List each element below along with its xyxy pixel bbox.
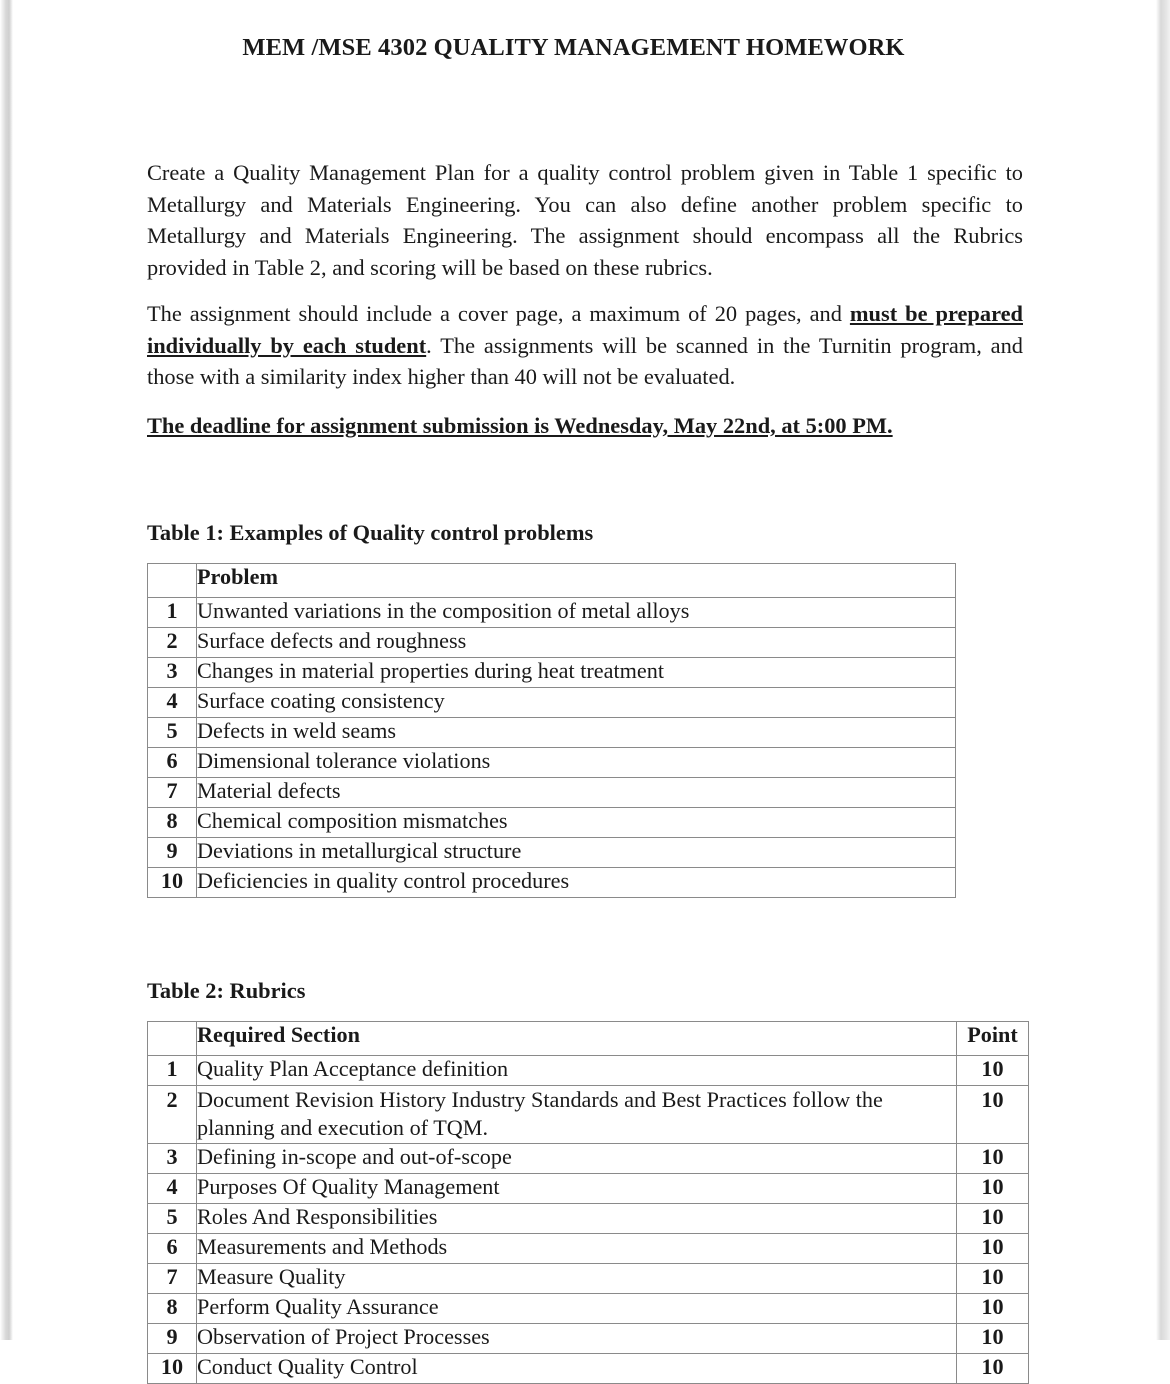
row-number: 2 [148, 1086, 197, 1144]
row-problem: Deficiencies in quality control procedures [197, 868, 956, 898]
row-section: Conduct Quality Control [197, 1354, 957, 1384]
row-number: 9 [148, 838, 197, 868]
paragraph-submission [147, 298, 1023, 393]
row-problem: Chemical composition mismatches [197, 808, 956, 838]
row-point: 10 [957, 1144, 1029, 1174]
row-number: 8 [148, 808, 197, 838]
table-row [148, 718, 956, 748]
row-number: 8 [148, 1294, 197, 1324]
table-row [148, 868, 956, 898]
table-row [148, 688, 956, 718]
row-section: Quality Plan Acceptance definition [197, 1056, 957, 1086]
table-two-header-section: Required Section [197, 1022, 957, 1056]
row-point: 10 [957, 1086, 1029, 1144]
table-row [148, 1056, 1029, 1086]
table-row [148, 1174, 1029, 1204]
row-number: 3 [148, 1144, 197, 1174]
submission-text-part1: The assignment should include a cover page, a maximum of 20 pages, and [147, 301, 850, 327]
row-problem: Surface coating consistency [197, 688, 956, 718]
row-section: Document Revision History Industry Standards and Best Practices follow the planning and execution of TQM. [197, 1086, 957, 1144]
table-rubrics [147, 1021, 1029, 1384]
row-problem: Changes in material properties during heat treatment [197, 658, 956, 688]
table-row [148, 838, 956, 868]
table-one-header-problem: Problem [197, 564, 956, 598]
table-two-caption: Table 2: Rubrics [147, 978, 306, 1004]
row-number: 4 [148, 1174, 197, 1204]
row-number: 5 [148, 1204, 197, 1234]
row-number: 4 [148, 688, 197, 718]
table-row [148, 1234, 1029, 1264]
row-number: 10 [148, 1354, 197, 1384]
row-number: 7 [148, 778, 197, 808]
row-section: Purposes Of Quality Management [197, 1174, 957, 1204]
table-two-header-point: Point [957, 1022, 1029, 1056]
row-section: Observation of Project Processes [197, 1324, 957, 1354]
row-number: 3 [148, 658, 197, 688]
submission-emphasis: must be prepared individually by each student [147, 301, 1023, 358]
row-problem: Surface defects and roughness [197, 628, 956, 658]
row-section: Roles And Responsibilities [197, 1204, 957, 1234]
row-number: 7 [148, 1264, 197, 1294]
table-row [148, 1324, 1029, 1354]
row-point: 10 [957, 1324, 1029, 1354]
row-point: 10 [957, 1174, 1029, 1204]
table-row [148, 748, 956, 778]
row-number: 2 [148, 628, 197, 658]
row-problem: Defects in weld seams [197, 718, 956, 748]
table-two-header-number [148, 1022, 197, 1056]
row-section: Measure Quality [197, 1264, 957, 1294]
table-row-header [148, 564, 956, 598]
page-shadow-left [0, 0, 13, 1340]
row-problem: Material defects [197, 778, 956, 808]
row-number: 10 [148, 868, 197, 898]
table-row [148, 808, 956, 838]
row-number: 5 [148, 718, 197, 748]
table-row [148, 628, 956, 658]
row-number: 9 [148, 1324, 197, 1354]
row-point: 10 [957, 1056, 1029, 1086]
paragraph-intro: Create a Quality Management Plan for a quality control problem given in Table 1 specific to Metallurgy and Materials Engineering. You can also define another problem specific to Metallurgy and Materials Engineering. The assignment should encompass all the Rubrics provided in Table 2, and scoring will be based on these rubrics. [147, 160, 1023, 280]
row-section: Measurements and Methods [197, 1234, 957, 1264]
table-row [148, 598, 956, 628]
row-point: 10 [957, 1294, 1029, 1324]
table-row [148, 658, 956, 688]
submission-text-part2: . The assignments will be scanned in the Turnitin program, and those with a similarity index higher than 40 will not be evaluated. [147, 332, 1024, 390]
page-title: MEM /MSE 4302 QUALITY MANAGEMENT HOMEWORK [242, 34, 905, 61]
table-quality-control-problems [147, 563, 956, 898]
deadline-notice: The deadline for assignment submission is Wednesday, May 22nd, at 5:00 PM. [147, 412, 893, 438]
table-one-header-number [148, 564, 197, 598]
table-row [148, 1264, 1029, 1294]
row-point: 10 [957, 1354, 1029, 1384]
row-section: Defining in-scope and out-of-scope [197, 1144, 957, 1174]
document-page [13, 0, 1156, 1380]
table-row [148, 1086, 1029, 1144]
table-row-header [148, 1022, 1029, 1056]
row-problem: Deviations in metallurgical structure [197, 838, 956, 868]
row-number: 6 [148, 1234, 197, 1264]
row-number: 1 [148, 598, 197, 628]
document-body [147, 157, 1023, 1384]
page-shadow-right [1156, 0, 1170, 1340]
row-number: 6 [148, 748, 197, 778]
row-point: 10 [957, 1264, 1029, 1294]
table-row [148, 1144, 1029, 1174]
row-point: 10 [957, 1234, 1029, 1264]
table-row [148, 1354, 1029, 1384]
row-point: 10 [957, 1204, 1029, 1234]
row-problem: Unwanted variations in the composition of metal alloys [197, 598, 956, 628]
table-one-caption: Table 1: Examples of Quality control problems [147, 520, 594, 546]
row-problem: Dimensional tolerance violations [197, 748, 956, 778]
table-row [148, 1294, 1029, 1324]
row-section: Perform Quality Assurance [197, 1294, 957, 1324]
table-row [148, 1204, 1029, 1234]
row-number: 1 [148, 1056, 197, 1086]
table-row [148, 778, 956, 808]
